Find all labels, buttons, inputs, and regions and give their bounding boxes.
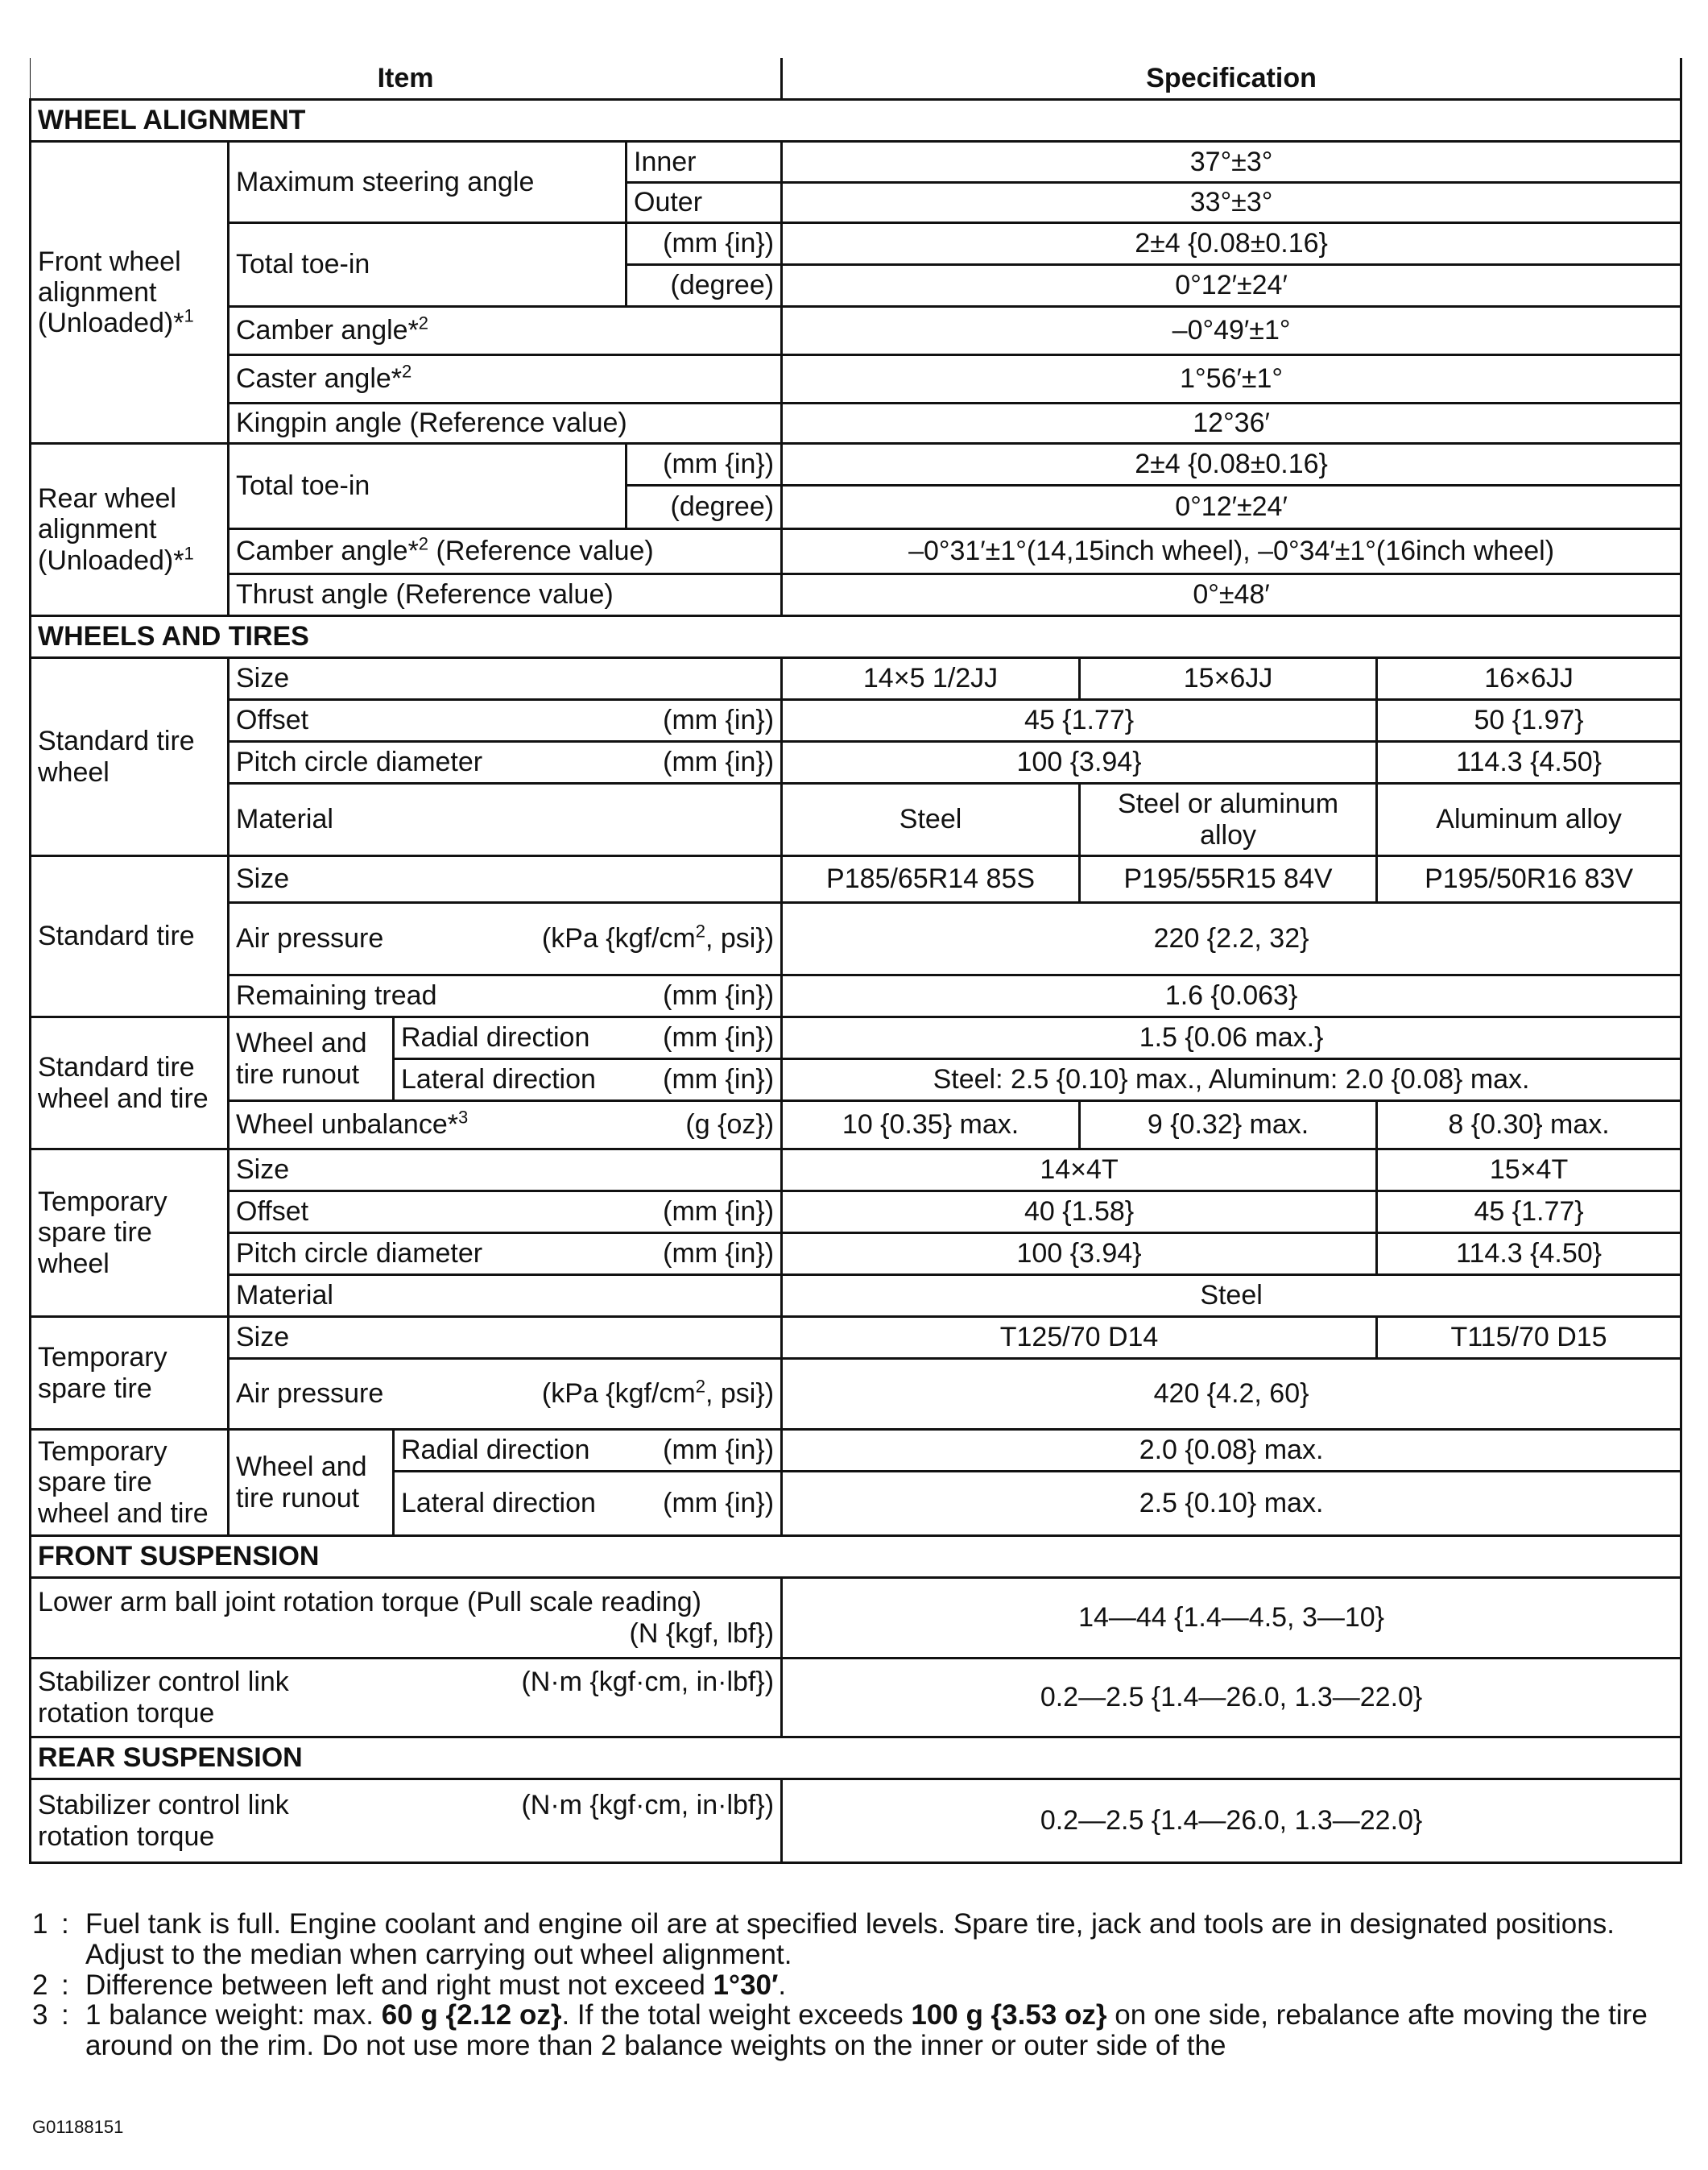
table-row xyxy=(31,1779,1681,1863)
section-row xyxy=(31,1536,1681,1578)
std-wheel-size-label: Size xyxy=(229,658,782,700)
table-row xyxy=(31,574,1681,616)
table-row xyxy=(31,1359,1681,1430)
section-wheel-alignment: WHEEL ALIGNMENT xyxy=(31,100,1681,142)
rear-alignment-group: Rear wheel alignment (Unloaded)*$^1$ xyxy=(31,444,229,616)
front-stabilizer-label: Stabilizer control link rotation torque (N·m {kgf·cm, in·lbf}) xyxy=(31,1659,782,1737)
spare-wheel-size-b: 15×4T xyxy=(1377,1149,1681,1191)
table-row xyxy=(31,1578,1681,1659)
spare-wt-lateral-value: 2.5 {0.10} max. xyxy=(782,1472,1681,1536)
rear-stabilizer-label: Stabilizer control link rotation torque (N·m {kgf·cm, in·lbf}) xyxy=(31,1779,782,1863)
std-tire-group: Standard tire xyxy=(31,856,229,1017)
unit-degree: (degree) xyxy=(627,486,782,529)
spare-wheel-material-value: Steel xyxy=(782,1275,1681,1317)
spare-wt-radial-value: 2.0 {0.08} max. xyxy=(782,1430,1681,1472)
footnote-1: 1 : Fuel tank is full. Engine coolant and engine oil are at specified levels. Spare tire, jack and tools are in designated positions. Adjust to the median when carrying out wheel alignment. xyxy=(32,1908,1615,1970)
std-wt-radial-value: 1.5 {0.06 max.} xyxy=(782,1017,1681,1059)
spare-wheel-pcd-b: 114.3 {4.50} xyxy=(1377,1233,1681,1275)
spare-wt-radial-label: Radial direction (mm {in}) xyxy=(394,1430,782,1472)
specification-table xyxy=(29,58,1682,1864)
ball-joint-value: 14—44 {1.4—4.5, 3—10} xyxy=(782,1578,1681,1659)
std-wheel-offset-label: Offset (mm {in}) xyxy=(229,700,782,742)
table-row xyxy=(31,700,1681,742)
spare-tire-size-label: Size xyxy=(229,1317,782,1359)
table-row xyxy=(31,444,1681,486)
std-wheel-material-label: Material xyxy=(229,784,782,856)
std-wt-group: Standard tire wheel and tire xyxy=(31,1017,229,1149)
std-wheel-offset-a: 45 {1.77} xyxy=(782,700,1377,742)
kingpin-label: Kingpin angle (Reference value) xyxy=(229,404,782,444)
std-wt-unbalance-16: 8 {0.30} max. xyxy=(1377,1101,1681,1149)
figure-code: G01188151 xyxy=(32,2117,124,2137)
std-wheel-size-16: 16×6JJ xyxy=(1377,658,1681,700)
table-row xyxy=(31,1275,1681,1317)
kingpin-value: 12°36′ xyxy=(782,404,1681,444)
table-row xyxy=(31,975,1681,1017)
spare-wt-lateral-label: Lateral direction (mm {in}) xyxy=(394,1472,782,1536)
caster-label: Caster angle*$^2$ xyxy=(229,355,782,404)
table-row xyxy=(31,223,1681,265)
std-wheel-offset-b: 50 {1.97} xyxy=(1377,700,1681,742)
std-wt-unbalance-15: 9 {0.32} max. xyxy=(1080,1101,1377,1149)
thrust-value: 0°±48′ xyxy=(782,574,1681,616)
rear-camber-label: Camber angle*$^2$ (Reference value) xyxy=(229,529,782,574)
spare-wheel-offset-a: 40 {1.58} xyxy=(782,1191,1377,1233)
rear-toe-label: Total toe-in xyxy=(229,444,627,529)
std-tire-tread-value: 1.6 {0.063} xyxy=(782,975,1681,1017)
spare-wheel-offset-b: 45 {1.77} xyxy=(1377,1191,1681,1233)
std-wheel-size-14: 14×5 1/2JJ xyxy=(782,658,1080,700)
spare-wt-runout-label: Wheel and tire runout xyxy=(229,1430,394,1536)
std-wheel-size-15: 15×6JJ xyxy=(1080,658,1377,700)
front-toe-label: Total toe-in xyxy=(229,223,627,307)
section-row xyxy=(31,100,1681,142)
footnotes xyxy=(32,1909,1683,2061)
table-row xyxy=(31,784,1681,856)
table-row xyxy=(31,1149,1681,1191)
unit-mm-in: (mm {in}) xyxy=(627,223,782,265)
std-wheel-material-15: Steel or aluminum alloy xyxy=(1080,784,1377,856)
table-row xyxy=(31,307,1681,355)
std-wt-radial-label: Radial direction (mm {in}) xyxy=(394,1017,782,1059)
header-specification: Specification xyxy=(782,58,1681,100)
std-wt-unbalance-label: Wheel unbalance*$^3$ (g {oz}) xyxy=(229,1101,782,1149)
table-row xyxy=(31,1191,1681,1233)
ball-joint-label: Lower arm ball joint rotation torque (Pull scale reading) (N {kgf, lbf}) xyxy=(31,1578,782,1659)
table-header-row xyxy=(31,58,1681,100)
std-wheel-group: Standard tire wheel xyxy=(31,658,229,856)
table-row xyxy=(31,1233,1681,1275)
spare-tire-group: Temporary spare tire xyxy=(31,1317,229,1430)
std-tire-tread-label: Remaining tread (mm {in}) xyxy=(229,975,782,1017)
std-wt-unbalance-14: 10 {0.35} max. xyxy=(782,1101,1080,1149)
std-wheel-pcd-label: Pitch circle diameter (mm {in}) xyxy=(229,742,782,784)
spare-wheel-size-a: 14×4T xyxy=(782,1149,1377,1191)
front-camber-value: –0°49′±1° xyxy=(782,307,1681,355)
table-row xyxy=(31,1430,1681,1472)
table-row xyxy=(31,1659,1681,1737)
section-row xyxy=(31,1737,1681,1779)
section-front-suspension: FRONT SUSPENSION xyxy=(31,1536,1681,1578)
std-wt-runout-label: Wheel and tire runout xyxy=(229,1017,394,1101)
spare-tire-air-label: Air pressure (kPa {$kgf/cm^2$, psi}) xyxy=(229,1359,782,1430)
section-row xyxy=(31,616,1681,658)
thrust-label: Thrust angle (Reference value) xyxy=(229,574,782,616)
unit-degree: (degree) xyxy=(627,265,782,307)
footnote-3: 3 : 1 balance weight: max. 60 g {2.12 oz}. If the total weight exceeds 100 g {3.53 oz} on one side, rebalance afte moving the tire around on the rim. Do not use more than 2 balance weights on the inner or outer side of the xyxy=(32,1999,1648,2062)
header-item: Item xyxy=(31,58,782,100)
front-toe-degree-value: 0°12′±24′ xyxy=(782,265,1681,307)
spare-tire-air-value: 420 {4.2, 60} xyxy=(782,1359,1681,1430)
std-tire-size-label: Size xyxy=(229,856,782,903)
std-wt-lateral-value: Steel: 2.5 {0.10} max., Aluminum: 2.0 {0.08} max. xyxy=(782,1059,1681,1101)
front-toe-mm-value: 2±4 {0.08±0.16} xyxy=(782,223,1681,265)
unit-mm-in: (mm {in}) xyxy=(627,444,782,486)
spare-wheel-material-label: Material xyxy=(229,1275,782,1317)
std-tire-size-14: P185/65R14 85S xyxy=(782,856,1080,903)
inner-label: Inner xyxy=(627,142,782,183)
max-steering-label: Maximum steering angle xyxy=(229,142,627,223)
outer-value: 33°±3° xyxy=(782,183,1681,223)
front-camber-label: Camber angle*$^2$ xyxy=(229,307,782,355)
std-tire-size-16: P195/50R16 83V xyxy=(1377,856,1681,903)
outer-label: Outer xyxy=(627,183,782,223)
std-wheel-pcd-b: 114.3 {4.50} xyxy=(1377,742,1681,784)
spare-wheel-size-label: Size xyxy=(229,1149,782,1191)
table-row xyxy=(31,856,1681,903)
std-wheel-pcd-a: 100 {3.94} xyxy=(782,742,1377,784)
spare-wheel-group: Temporary spare tire wheel xyxy=(31,1149,229,1317)
table-row xyxy=(31,742,1681,784)
std-tire-air-value: 220 {2.2, 32} xyxy=(782,903,1681,975)
table-row xyxy=(31,903,1681,975)
table-row xyxy=(31,1101,1681,1149)
footnote-2: 2 : Difference between left and right must not exceed 1°30′. xyxy=(32,1969,787,2001)
section-wheels-and-tires: WHEELS AND TIRES xyxy=(31,616,1681,658)
front-stabilizer-value: 0.2—2.5 {1.4—26.0, 1.3—22.0} xyxy=(782,1659,1681,1737)
std-tire-air-label: Air pressure (kPa {$kgf/cm^2$, psi}) xyxy=(229,903,782,975)
std-tire-size-15: P195/55R15 84V xyxy=(1080,856,1377,903)
rear-toe-degree-value: 0°12′±24′ xyxy=(782,486,1681,529)
spare-wheel-pcd-a: 100 {3.94} xyxy=(782,1233,1377,1275)
rear-toe-mm-value: 2±4 {0.08±0.16} xyxy=(782,444,1681,486)
table-row xyxy=(31,404,1681,444)
spare-wheel-offset-label: Offset (mm {in}) xyxy=(229,1191,782,1233)
table-row xyxy=(31,142,1681,183)
std-wheel-material-16: Aluminum alloy xyxy=(1377,784,1681,856)
table-row xyxy=(31,529,1681,574)
std-wheel-material-14: Steel xyxy=(782,784,1080,856)
table-row xyxy=(31,658,1681,700)
std-wt-lateral-label: Lateral direction (mm {in}) xyxy=(394,1059,782,1101)
table-row xyxy=(31,1317,1681,1359)
spare-tire-size-a: T125/70 D14 xyxy=(782,1317,1377,1359)
spare-wheel-pcd-label: Pitch circle diameter (mm {in}) xyxy=(229,1233,782,1275)
spare-tire-size-b: T115/70 D15 xyxy=(1377,1317,1681,1359)
spare-wt-group: Temporary spare tire wheel and tire xyxy=(31,1430,229,1536)
table-row xyxy=(31,355,1681,404)
front-alignment-group: Front wheel alignment (Unloaded)*$^1$ xyxy=(31,142,229,444)
rear-camber-value: –0°31′±1°(14,15inch wheel), –0°34′±1°(16inch wheel) xyxy=(782,529,1681,574)
table-row xyxy=(31,1017,1681,1059)
inner-value: 37°±3° xyxy=(782,142,1681,183)
caster-value: 1°56′±1° xyxy=(782,355,1681,404)
section-rear-suspension: REAR SUSPENSION xyxy=(31,1737,1681,1779)
rear-stabilizer-value: 0.2—2.5 {1.4—26.0, 1.3—22.0} xyxy=(782,1779,1681,1863)
